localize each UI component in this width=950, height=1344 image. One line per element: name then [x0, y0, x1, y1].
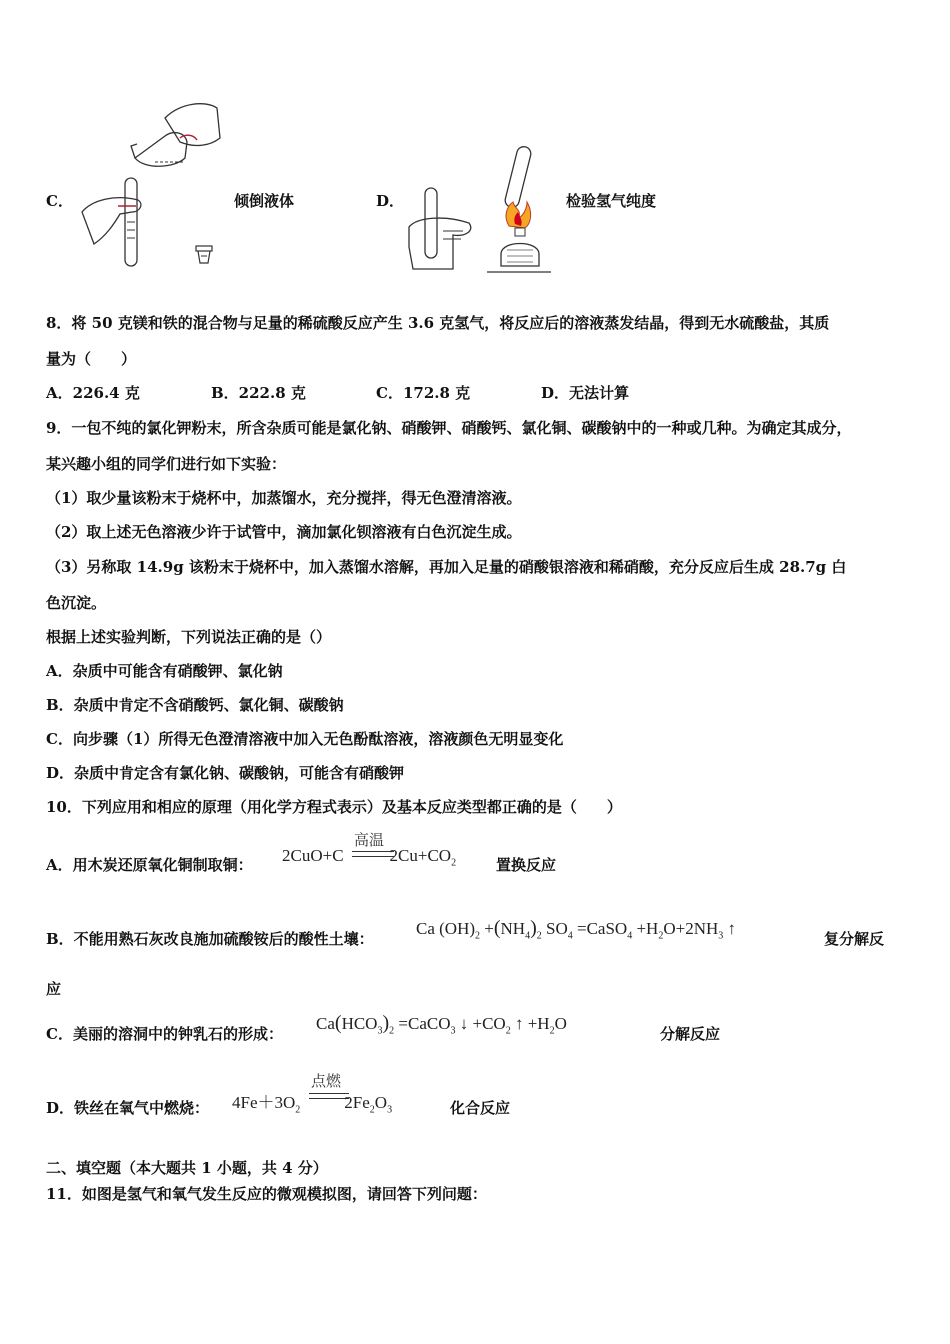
- q10-d-equation: $4Fe+3O_2$ $2Fe_2O_3$: [232, 1093, 393, 1116]
- option-d-caption: 检验氢气纯度: [566, 192, 657, 210]
- q10-option-b-type-part1: 复分解反: [824, 930, 885, 948]
- q10-option-d-type: 化合反应: [450, 1099, 511, 1117]
- q10-option-c-type: 分解反应: [660, 1025, 721, 1043]
- q9-option-a[interactable]: A．杂质中可能含有硝酸钾、氯化钠: [46, 662, 283, 680]
- q9-option-c[interactable]: C．向步骤（1）所得无色澄清溶液中加入无色酚酞溶液，溶液颜色无明显变化: [46, 730, 564, 748]
- q9-step-3-line1: （3）另称取 14.9g 该粉末于烧杯中，加入蒸馏水溶解，再加入足量的硝酸银溶液和稀硝酸，充分反应后生成 28.7g 白: [46, 558, 847, 576]
- q9-stem-line1: 9．一包不纯的氯化钾粉末，所含杂质可能是氯化钠、硝酸钾、硝酸钙、氯化铜、碳酸钠中的一种或几种。为确定其成分，: [46, 419, 852, 437]
- q10-stem: 10．下列应用和相应的原理（用化学方程式表示）及基本反应类型都正确的是（ ）: [46, 798, 622, 816]
- q9-option-d[interactable]: D．杂质中肯定含有氯化钠、碳酸钠，可能含有硝酸钾: [46, 764, 405, 782]
- q8-stem-line2: 量为（ ）: [46, 350, 137, 368]
- q9-prompt: 根据上述实验判断，下列说法正确的是（）: [46, 628, 332, 646]
- q10-d-condition: 点燃: [311, 1072, 342, 1090]
- q8-option-a[interactable]: A．226.4 克: [46, 384, 140, 402]
- q8-option-b[interactable]: B．222.8 克: [211, 384, 306, 402]
- test-tube-hand-icon: [80, 172, 170, 272]
- q10-option-a-text[interactable]: A．用木炭还原氧化铜制取铜：: [46, 856, 253, 874]
- q10-b-equation: Ca $(OH)_2 +(NH_4)_2$ $SO_4$ =CaSO$_4$ $+H_2O+2NH_3$ ↑: [416, 917, 736, 942]
- q10-a-condition: 高温: [354, 831, 385, 849]
- section-2-heading: 二、填空题（本大题共 1 小题，共 4 分）: [46, 1159, 328, 1177]
- q10-c-equation: $Ca(HCO_3)_2$ =CaCO$_3$ ↓ $+CO_2$ ↑ $+H_2O$: [316, 1012, 567, 1037]
- q9-step-3-line2: 色沉淀。: [46, 594, 107, 612]
- q10-option-c-text[interactable]: C．美丽的溶洞中的钟乳石的形成：: [46, 1025, 283, 1043]
- test-tube-hand-icon: [403, 185, 478, 275]
- q8-stem-line1: 8．将 50 克镁和铁的混合物与足量的稀硫酸反应产生 3.6 克氢气，将反应后的溶液蒸发结晶，得到无水硫酸盐，其质: [46, 314, 830, 332]
- alcohol-lamp-flame-icon: [485, 142, 555, 277]
- q8-option-c[interactable]: C．172.8 克: [376, 384, 471, 402]
- q9-step-1: （1）取少量该粉末于烧杯中，加蒸馏水，充分搅拌，得无色澄清溶液。: [46, 489, 522, 507]
- q10-option-d-text[interactable]: D．铁丝在氧气中燃烧：: [46, 1099, 210, 1117]
- q10-option-b-text[interactable]: B．不能用熟石灰改良施加硫酸铵后的酸性土壤：: [46, 930, 374, 948]
- question-11-stem: 11．如图是氢气和氧气发生反应的微观模拟图，请回答下列问题：: [46, 1185, 487, 1203]
- q9-stem-line2: 某兴趣小组的同学们进行如下实验：: [46, 455, 287, 473]
- q10-option-b-type-part2: 应: [46, 980, 62, 998]
- q9-option-b[interactable]: B．杂质中肯定不含硝酸钙、氯化铜、碳酸钠: [46, 696, 344, 714]
- q10-option-a-type: 置换反应: [496, 856, 557, 874]
- q8-option-d[interactable]: D．无法计算: [541, 384, 630, 402]
- option-c-letter: C．: [46, 192, 73, 210]
- option-c-caption: 倾倒液体: [234, 192, 295, 210]
- option-d-letter: D．: [376, 192, 405, 210]
- pouring-bottle-hand-icon: [125, 98, 225, 178]
- q10-a-equation: 2CuO+C $2Cu+CO_2$: [282, 846, 457, 869]
- stopper-icon: [192, 243, 216, 267]
- q9-step-2: （2）取上述无色溶液少许于试管中，滴加氯化钡溶液有白色沉淀生成。: [46, 523, 522, 541]
